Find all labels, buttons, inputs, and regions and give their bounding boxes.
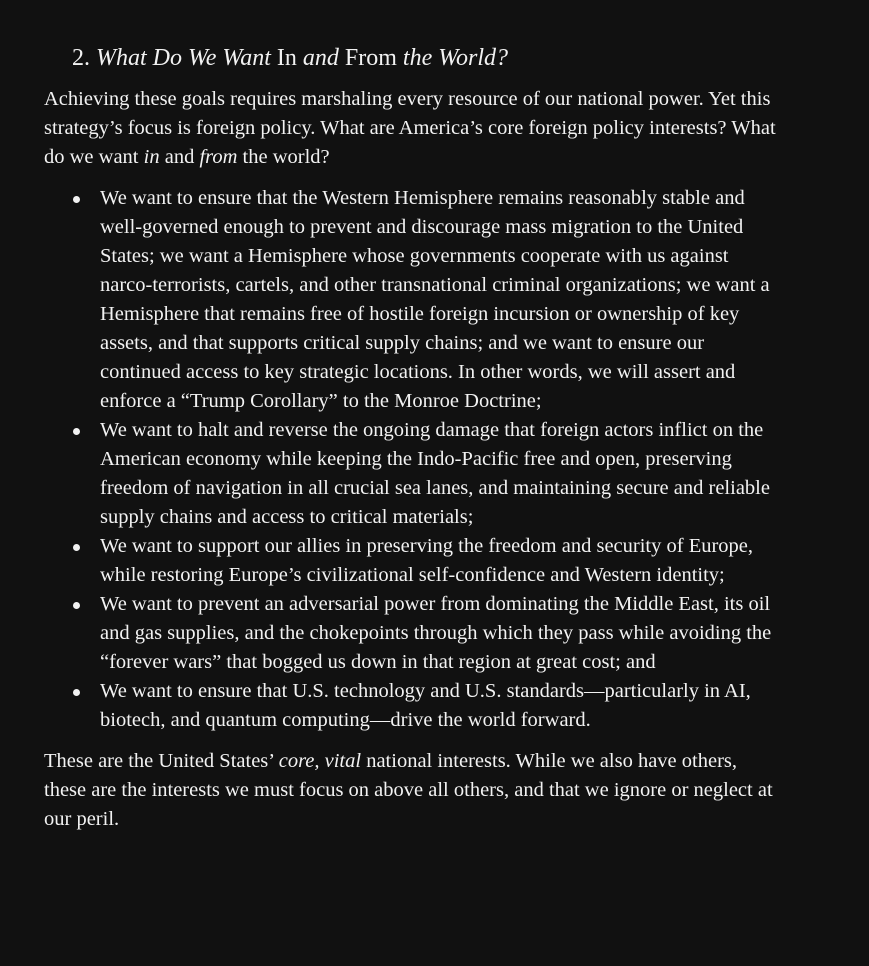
- closing-text-2: national interests. While we also have others, these are the interests we must focus on above all others, and that we ignore or neglect at our peril.: [44, 750, 773, 830]
- heading-part-1: What Do We Want: [96, 45, 271, 71]
- interests-list: [44, 184, 780, 735]
- closing-text-1: These are the United States’: [44, 750, 279, 772]
- heading-part-5: the World?: [402, 45, 509, 71]
- list-item: We want to prevent an adversarial power from dominating the Middle East, its oil and gas supplies, and the chokepoints through which they pass while avoiding the “forever wars” that bogged us down in that region at great cost; and: [100, 590, 780, 677]
- list-item: We want to support our allies in preserving the freedom and security of Europe, while restoring Europe’s civilizational self-confidence and Western identity;: [100, 532, 780, 590]
- intro-text-2: and: [159, 146, 200, 168]
- list-item: We want to halt and reverse the ongoing damage that foreign actors inflict on the American economy while keeping the Indo-Pacific free and open, preserving freedom of navigation in all crucial sea lanes, and maintaining secure and reliable supply chains and access to critical materials;: [100, 416, 780, 532]
- heading-number: 2.: [72, 45, 90, 71]
- section-heading: [72, 40, 779, 76]
- heading-part-4: From: [344, 45, 397, 71]
- heading-part-3: and: [302, 45, 339, 71]
- heading-part-2: In: [276, 45, 297, 71]
- intro-paragraph: [44, 85, 779, 172]
- list-item: We want to ensure that the Western Hemisphere remains reasonably stable and well-governed enough to prevent and discourage mass migration to the United States; we want a Hemisphere whose governments cooperate with us against narco-terrorists, cartels, and other transnational criminal organizations; we want a Hemisphere that remains free of hostile foreign incursion or ownership of key assets, and that supports critical supply chains; and we want to ensure our continued access to key strategic locations. In other words, we will assert and enforce a “Trump Corollary” to the Monroe Doctrine;: [100, 184, 780, 416]
- closing-paragraph: [44, 747, 779, 834]
- intro-emphasis-from: from: [199, 146, 238, 168]
- intro-text-3: the world?: [237, 146, 330, 168]
- closing-emphasis: core, vital: [278, 750, 362, 772]
- intro-emphasis-in: in: [143, 146, 160, 168]
- list-item: We want to ensure that U.S. technology and U.S. standards—particularly in AI, biotech, and quantum computing—drive the world forward.: [100, 677, 780, 735]
- intro-text-1: Achieving these goals requires marshaling every resource of our national power. Yet this strategy’s focus is foreign policy. What are America’s core foreign policy interests? What do we want: [44, 88, 776, 168]
